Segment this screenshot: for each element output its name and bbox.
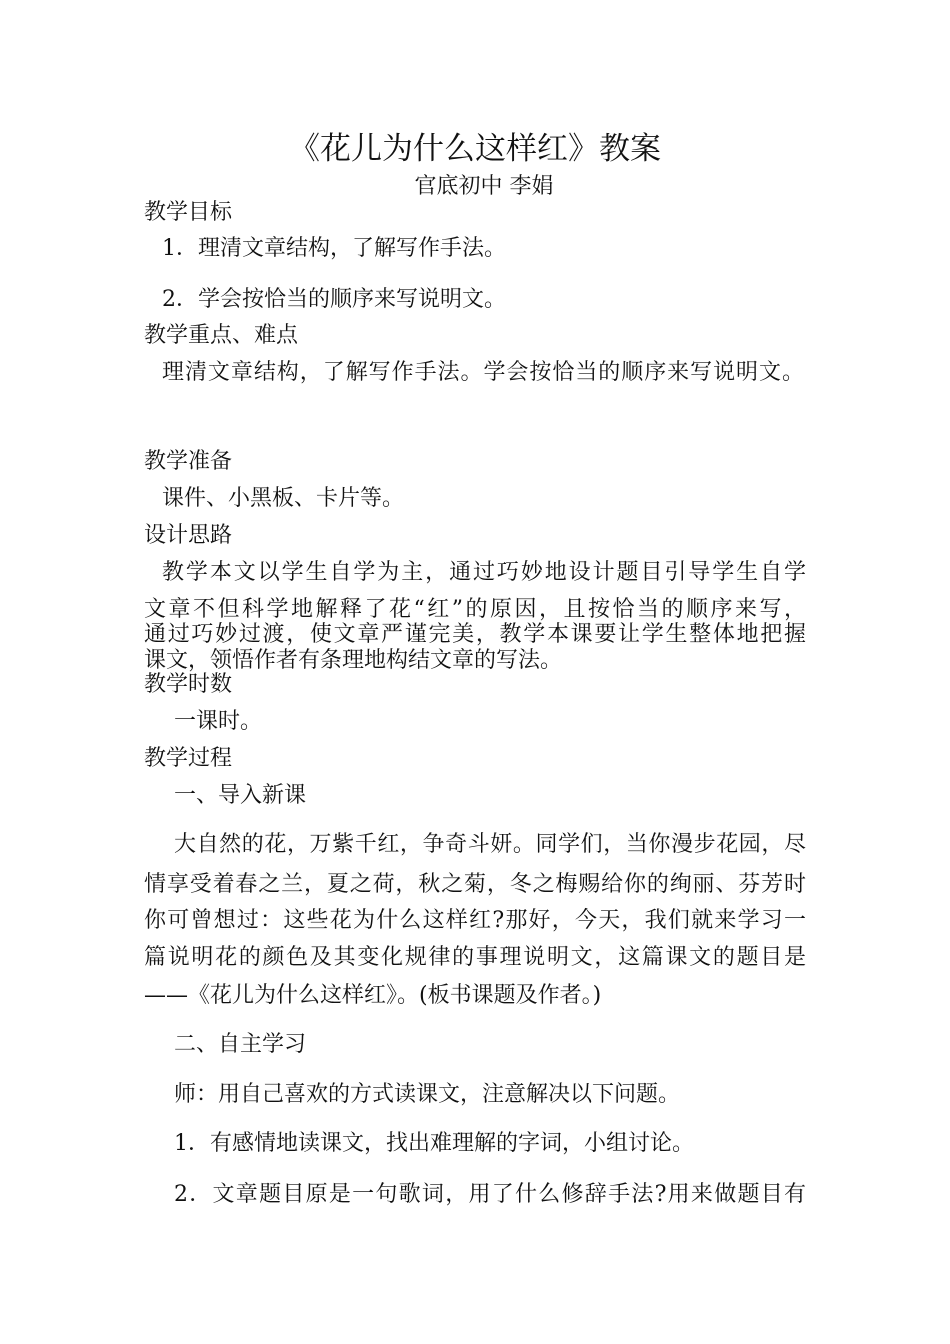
key-points-heading: 教学重点、难点 xyxy=(144,323,299,348)
intro-line: 你可曾想过：这些花为什么这样红?那好，今天，我们就来学习一 xyxy=(144,908,806,933)
goal-item-2: 2．学会按恰当的顺序来写说明文。 xyxy=(162,287,506,312)
preparation-text: 课件、小黑板、卡片等。 xyxy=(162,486,405,511)
step-1-heading: 一、导入新课 xyxy=(174,783,307,808)
design-line: 课文，领悟作者有条理地构结文章的写法。 xyxy=(144,648,563,673)
process-heading: 教学过程 xyxy=(144,746,233,771)
document-title: 《花儿为什么这样红》教案 xyxy=(289,131,661,167)
teacher-instruction: 师：用自己喜欢的方式读课文，注意解决以下问题。 xyxy=(174,1082,681,1107)
step-2-heading: 二、自主学习 xyxy=(174,1032,307,1057)
hours-text: 一课时。 xyxy=(174,709,263,734)
goals-heading: 教学目标 xyxy=(144,200,233,225)
design-line: 教学本文以学生自学为主，通过巧妙地设计题目引导学生自学 xyxy=(162,560,806,585)
intro-line: 大自然的花，万紫千红，争奇斗妍。同学们，当你漫步花园，尽 xyxy=(174,832,806,857)
preparation-heading: 教学准备 xyxy=(144,449,233,474)
key-points-text: 理清文章结构，了解写作手法。学会按恰当的顺序来写说明文。 xyxy=(162,360,804,385)
hours-heading: 教学时数 xyxy=(144,672,233,697)
intro-line: 篇说明花的颜色及其变化规律的事理说明文，这篇课文的题目是 xyxy=(144,945,806,970)
design-line: 文章不但科学地解释了花“红”的原因，且按恰当的顺序来写， xyxy=(144,597,806,622)
intro-line: ——《花儿为什么这样红》。(板书课题及作者。) xyxy=(144,983,602,1008)
goal-item-1: 1．理清文章结构，了解写作手法。 xyxy=(162,236,506,261)
design-line: 通过巧妙过渡，使文章严谨完美，教学本课要让学生整体地把握 xyxy=(144,622,806,647)
intro-line: 情享受着春之兰，夏之荷，秋之菊，冬之梅赐给你的绚丽、芬芳时 xyxy=(144,872,806,897)
question-item-1: 1．有感情地读课文，找出难理解的字词，小组讨论。 xyxy=(174,1131,694,1156)
document-author: 官底初中 李娟 xyxy=(414,174,554,199)
design-heading: 设计思路 xyxy=(144,523,233,548)
question-item-2: 2．文章题目原是一句歌词，用了什么修辞手法?用来做题目有 xyxy=(174,1182,806,1207)
